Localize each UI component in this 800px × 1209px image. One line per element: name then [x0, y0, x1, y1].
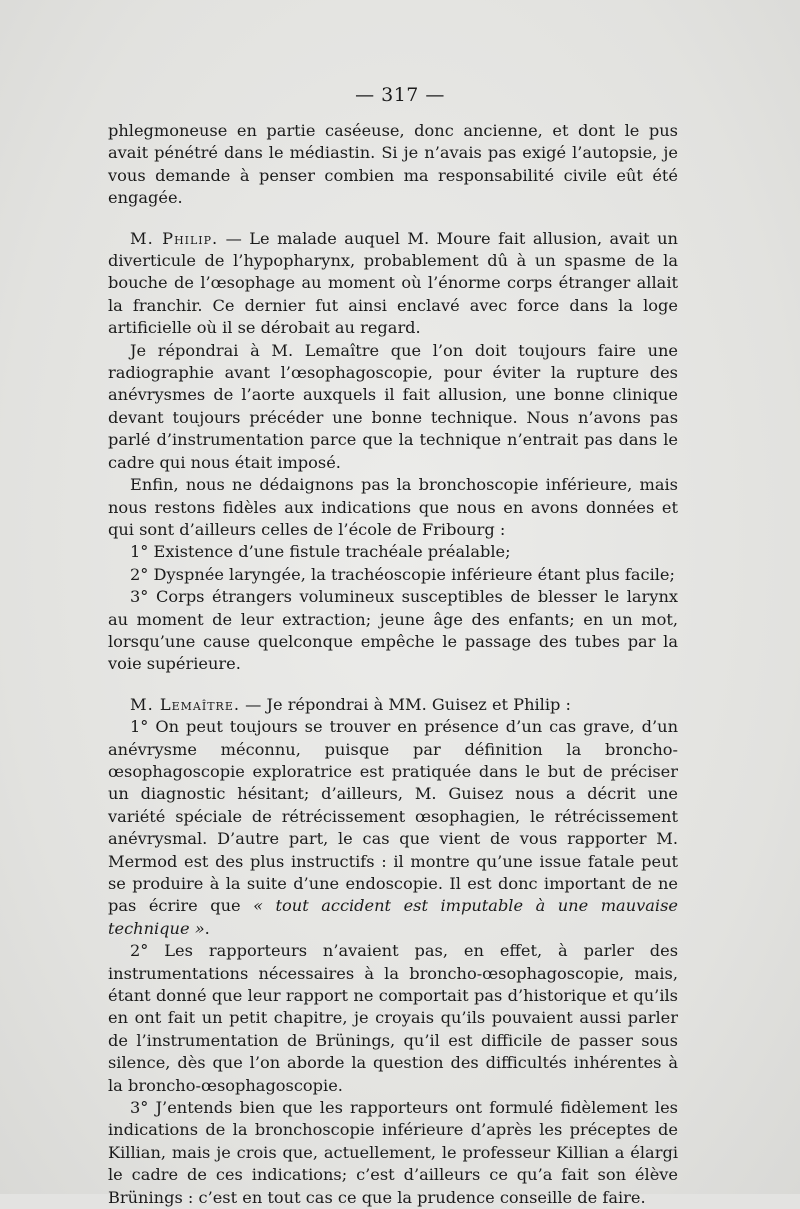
- paragraph-text: — Je répondrai à MM. Guisez et Philip :: [240, 694, 571, 714]
- paragraph-text: — Le malade auquel M. Moure fait allusion, avait un diverticule de l’hypopharynx, probablement dû à un spasme de la bouche de l’œsophage au moment où l’énorme corps étranger allait la franchir. Ce dernier fut ainsi enclavé avec force dans la loge artificielle où il se dérobait au regard.: [108, 228, 678, 338]
- list-item: 2° Dyspnée laryngée, la trachéoscopie inférieure étant plus facile;: [130, 564, 675, 584]
- paragraph: phlegmoneuse en partie caséeuse, donc ancienne, et dont le pus avait pénétré dans le médiastin. Si je n’avais pas exigé l’autopsie, je vous demande à penser combien ma responsabilité civile eût été engagée.: [108, 121, 678, 208]
- list-item: [108, 716, 678, 940]
- list-item: 3° Corps étrangers volumineux susceptibles de blesser le larynx au moment de leur extraction; jeune âge des enfants; en un mot, lorsqu’une cause quelconque empêche le passage des tubes par la voie supérieure.: [108, 587, 678, 674]
- list-item: 3° J’entends bien que les rapporteurs ont formulé fidèlement les indications de la bronchoscopie inférieure d’après les préceptes de Killian, mais je crois que, actuellement, le professeur Killian a élargi le cadre de ces indications; c’est d’ailleurs ce qu’a fait son élève Brünings : c’est en tout cas ce que la prudence conseille de faire.: [108, 1098, 678, 1207]
- list-item: 2° Les rapporteurs n’avaient pas, en effet, à parler des instrumentations nécessaires à la broncho-œsophagoscopie, mais, étant donné que leur rapport ne comportait pas d’historique et qu’ils en ont fait un petit chapitre, je croyais qu’ils pouvaient aussi parler de l’instrumentation de Brünings, qu’il est difficile de passer sous silence, dès que l’on aborde la question des difficultés inhérentes à la broncho-œsophagoscopie.: [108, 941, 678, 1095]
- paragraph: Enfin, nous ne dédaignons pas la bronchoscopie inférieure, mais nous restons fidèles aux indications que nous en avons données et qui sont d’ailleurs celles de l’école de Fribourg :: [108, 475, 678, 539]
- page-number: — 317 —: [355, 84, 445, 106]
- speaker-name: M. Lemaître.: [130, 694, 240, 714]
- list-item: 1° Existence d’une fistule trachéale préalable;: [130, 542, 511, 562]
- italic-quote: « tout accident est imputable à une mauvaise technique »: [108, 896, 678, 938]
- paragraph-lemaitre: [108, 694, 678, 716]
- paragraph-text: 1° On peut toujours se trouver en présence d’un cas grave, d’un anévrysme méconnu, puisque par définition la broncho-œsophagoscopie exploratrice est pratiquée dans le but de préciser un diagnostic hésitant; d’ailleurs, M. Guisez nous a décrit une variété spéciale de rétrécissement œsophagien, le rétrécissement anévrysmal. D’autre part, le cas que vient de vous rapporter M. Mermod est des plus instructifs : il montre qu’une issue fatale peut se produire à la suite d’une endoscopie. Il est donc important de ne pas écrire que: [108, 717, 678, 916]
- paragraph-end: .: [204, 918, 210, 938]
- body-text: [108, 120, 678, 1209]
- paragraph: Je répondrai à M. Lemaître que l’on doit toujours faire une radiographie avant l’œsophagoscopie, pour éviter la rupture des anévrysmes de l’aorte auxquels il fait allusion, une bonne clinique devant toujours précéder une bonne technique. Nous n’avons pas parlé d’instrumentation parce que la technique n’entrait pas dans le cadre qui nous était imposé.: [108, 340, 678, 472]
- paragraph-philip: [108, 228, 678, 340]
- speaker-name: M. Philip.: [130, 228, 219, 248]
